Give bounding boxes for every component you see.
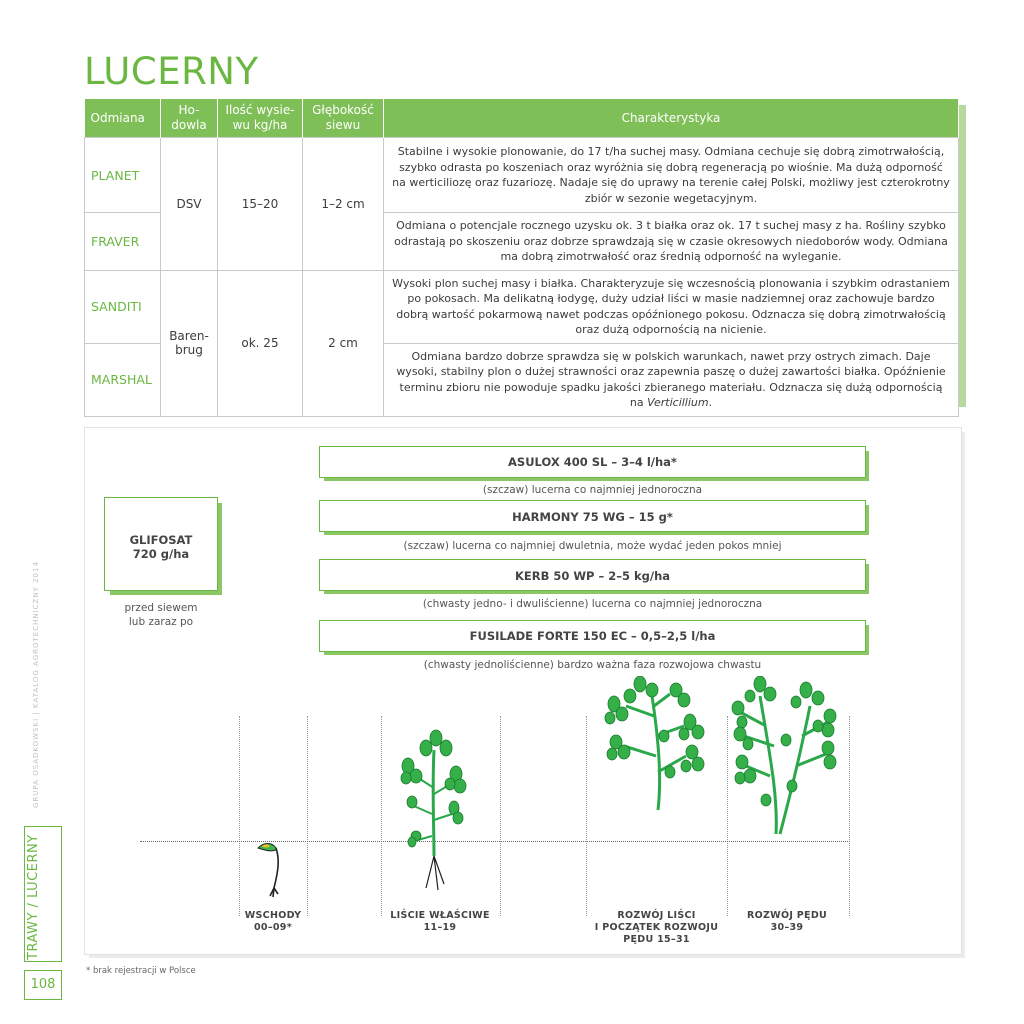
stage-divider bbox=[239, 716, 240, 916]
table-row bbox=[85, 270, 959, 343]
glifosat-caption: przed siewem lub zaraz po bbox=[124, 602, 198, 628]
true-leaves-plant-icon bbox=[398, 728, 468, 894]
variety-name: MARSHAL bbox=[85, 343, 161, 416]
treatment-caption: (chwasty jedno- i dwuliścienne) lucerna co najmniej jednoroczna bbox=[422, 598, 763, 610]
breeder-cell: Baren- brug bbox=[161, 270, 218, 416]
description-cell: Wysoki plon suchej masy i białka. Charakteryzuje się wczesnością plonowania i szybkim odrastaniem po pokosach. Ma delikatną łodygę, duży udział liści w masie nadziemnej oraz zachowuje bardzo dobrą wartość pokarmową nawet podczas opóźnionego pokosu. Odznacza się dobrą zimotrwałością oraz dużą odpornością na nicienie. bbox=[384, 270, 959, 343]
header-odmiana: Odmiana bbox=[85, 99, 161, 138]
treatment-label: FUSILADE FORTE 150 EC – 0,5–2,5 l/ha bbox=[469, 629, 716, 643]
description-cell: Odmiana o potencjale rocznego uzysku ok. 3 t białka oraz ok. 17 t suchej masy z ha. Rośliny szybko odrastają po skoszeniu oraz dobrze sprawdzają się w czasie okresowych niedoborów wody. Odmiana ma dobrą zimotrwałość oraz średnią odporność na wyleganie. bbox=[384, 213, 959, 271]
treatment-caption: (szczaw) lucerna co najmniej jednoroczna bbox=[482, 484, 703, 496]
description-cell: Stabilne i wysokie plonowanie, do 17 t/ha suchej masy. Odmiana cechuje się dobrą zimotrwałością, szybko odrasta po koszeniach oraz wyróżnia się dobrą regeneracją po wiośnie. Ma dużą odporność na werticiliozę oraz fuzariozę. Nadaje się do uprawy na terenie całej Polski, możliwy jest czterokrotny zbiór w sezonie wegetacyjnym. bbox=[384, 138, 959, 213]
stage-label: LIŚCIE WŁAŚCIWE 11–19 bbox=[390, 910, 490, 933]
treatment-label: KERB 50 WP – 2–5 kg/ha bbox=[514, 569, 671, 583]
depth-cell: 2 cm bbox=[303, 270, 384, 416]
shoot-development-plant-icon bbox=[730, 676, 840, 836]
section-label: TRAWY / LUCERNY bbox=[26, 834, 41, 960]
treatment-label: ASULOX 400 SL – 3–4 l/ha* bbox=[508, 455, 677, 469]
varieties-table bbox=[84, 99, 958, 417]
variety-name: PLANET bbox=[85, 138, 161, 213]
catalog-label: GRUPA OSADKOWSKI | KATALOG AGROTECHNICZNY 2014 bbox=[32, 561, 40, 808]
variety-name: SANDITI bbox=[85, 270, 161, 343]
seed-rate-cell: ok. 25 bbox=[218, 270, 303, 416]
stage-divider bbox=[500, 716, 501, 916]
footnote: * brak rejestracji w Polsce bbox=[86, 966, 196, 976]
table-row bbox=[85, 138, 959, 213]
treatment-label: HARMONY 75 WG – 15 g* bbox=[512, 510, 673, 524]
stage-divider bbox=[381, 716, 382, 916]
stage-divider bbox=[307, 716, 308, 916]
depth-cell: 1–2 cm bbox=[303, 138, 384, 271]
seed-rate-cell: 15–20 bbox=[218, 138, 303, 271]
seedling-icon bbox=[250, 836, 290, 900]
stage-divider bbox=[849, 716, 850, 916]
header-charakterystyka: Charakterystyka bbox=[384, 99, 959, 138]
breeder-cell: DSV bbox=[161, 138, 218, 271]
header-ilosc: Ilość wysie- wu kg/ha bbox=[218, 99, 303, 138]
page-number: 108 bbox=[24, 970, 62, 1000]
stage-divider bbox=[586, 716, 587, 916]
stage-label: ROZWÓJ PĘDU 30–39 bbox=[746, 910, 828, 933]
description-cell: Odmiana bardzo dobrze sprawdza się w polskich warunkach, nawet przy ostrych zimach. Daje wysoki, stabilny plon o dużej strawności oraz zapewnia paszę o dużej zawartości białka. Opóźnienie terminu zbioru nie powoduje spadku jakości zbieranego materiału. Odznacza się dużą odpornością na Verticillium. bbox=[384, 343, 959, 416]
glifosat-title: GLIFOSAT 720 g/ha bbox=[129, 533, 193, 561]
page-title: LUCERNY bbox=[84, 50, 259, 93]
stage-divider bbox=[727, 716, 728, 916]
stage-label: WSCHODY 00–09* bbox=[244, 910, 302, 933]
soil-line bbox=[140, 841, 850, 842]
header-glebokosc: Głębokość siewu bbox=[303, 99, 384, 138]
leaf-development-plant-icon bbox=[600, 676, 710, 812]
treatment-caption: (chwasty jednoliścienne) bardzo ważna faza rozwojowa chwastu bbox=[423, 659, 762, 671]
variety-name: FRAVER bbox=[85, 213, 161, 271]
stage-label: ROZWÓJ LIŚCI I POCZĄTEK ROZWOJU PĘDU 15–31 bbox=[594, 910, 719, 945]
header-hodowla: Ho- dowla bbox=[161, 99, 218, 138]
treatment-caption: (szczaw) lucerna co najmniej dwuletnia, może wydać jeden pokos mniej bbox=[403, 540, 782, 552]
